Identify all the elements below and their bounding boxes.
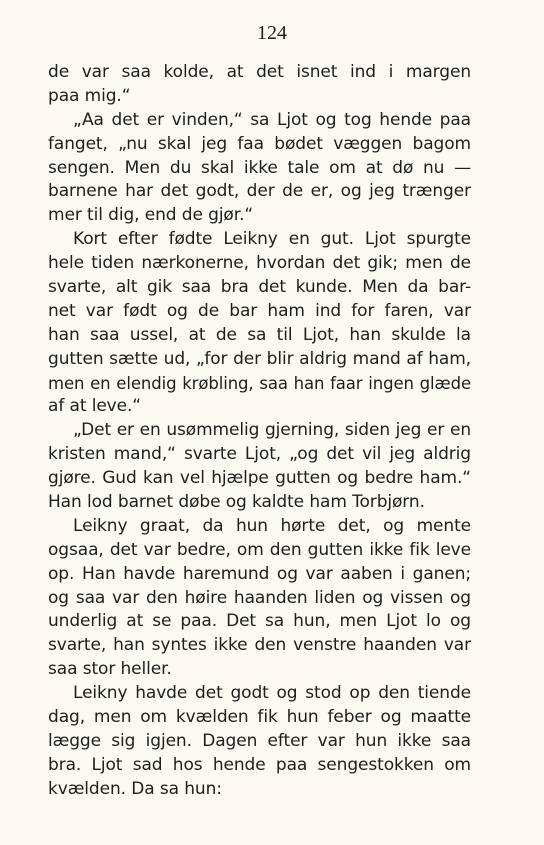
- text-line: Leikny havde det godt og stod op den tiende: [73, 683, 471, 704]
- text-line: mer til dig, end de gjør.“: [48, 205, 254, 226]
- text-line: kristen mand,“ svarte Ljot, „og det vil jeg aldrig: [48, 444, 471, 465]
- text-line: af at leve.“: [48, 396, 142, 417]
- text-line: gutten sætte ud, „for der blir aldrig mand af ham,: [48, 348, 471, 369]
- text-line: dag, men om kvælden fik hun feber og maatte: [48, 707, 471, 728]
- text-line: kvælden. Da sa hun:: [48, 778, 222, 799]
- text-line: Han lod barnet døbe og kaldte ham Torbjørn.: [48, 492, 425, 513]
- text-line: fanget, „nu skal jeg faa bødet væggen bagom: [48, 133, 471, 154]
- text-line: paa mig.“: [48, 85, 131, 106]
- text-line: han saa ussel, at de sa til Ljot, han skulde la: [48, 324, 471, 345]
- text-line: net var født og de bar ham ind for faren, var: [48, 300, 471, 321]
- text-line: de var saa kolde, at det isnet ind i margen: [48, 62, 471, 82]
- text-line: op. Han havde haremund og var aaben i ganen;: [48, 563, 471, 584]
- text-line: „Det er en usømmelig gjerning, siden jeg er en: [73, 420, 471, 441]
- text-line: „Aa det er vinden,“ sa Ljot og tog hende paa: [73, 109, 471, 130]
- text-line: Leikny graat, da hun hørte det, og mente: [73, 515, 471, 536]
- text-line: sengen. Men du skal ikke tale om at dø nu —: [48, 157, 471, 178]
- text-line: bra. Ljot sad hos hende paa sengestokken om: [48, 754, 471, 775]
- text-line: gjøre. Gud kan vel hjælpe gutten og bedre ham.“: [48, 468, 471, 489]
- text-line: hele tiden nærkonerne, hvordan det gik; men de: [48, 253, 471, 274]
- text-line: saa stor heller.: [48, 659, 172, 680]
- text-line: lægge sig igjen. Dagen efter var hun ikke saa: [48, 730, 471, 751]
- page-number: 124: [257, 22, 287, 44]
- text-line: svarte, han syntes ikke den venstre haanden var: [48, 635, 471, 656]
- body-text: [48, 61, 471, 802]
- text-line: svarte, alt gik saa bra det kunde. Men da bar-: [48, 277, 471, 298]
- text-line: barnene har det godt, der de er, og jeg trænger: [48, 181, 471, 202]
- text-line: men en elendig krøbling, saa han faar ingen glæde: [48, 373, 471, 393]
- text-line: ogsaa, det var bedre, om den gutten ikke fik leve: [48, 539, 471, 560]
- text-line: underlig at se paa. Det sa hun, men Ljot lo og: [48, 611, 471, 632]
- text-line: og saa var den høire haanden liden og vissen og: [48, 587, 471, 608]
- text-line: Kort efter fødte Leikny en gut. Ljot spurgte: [73, 229, 471, 250]
